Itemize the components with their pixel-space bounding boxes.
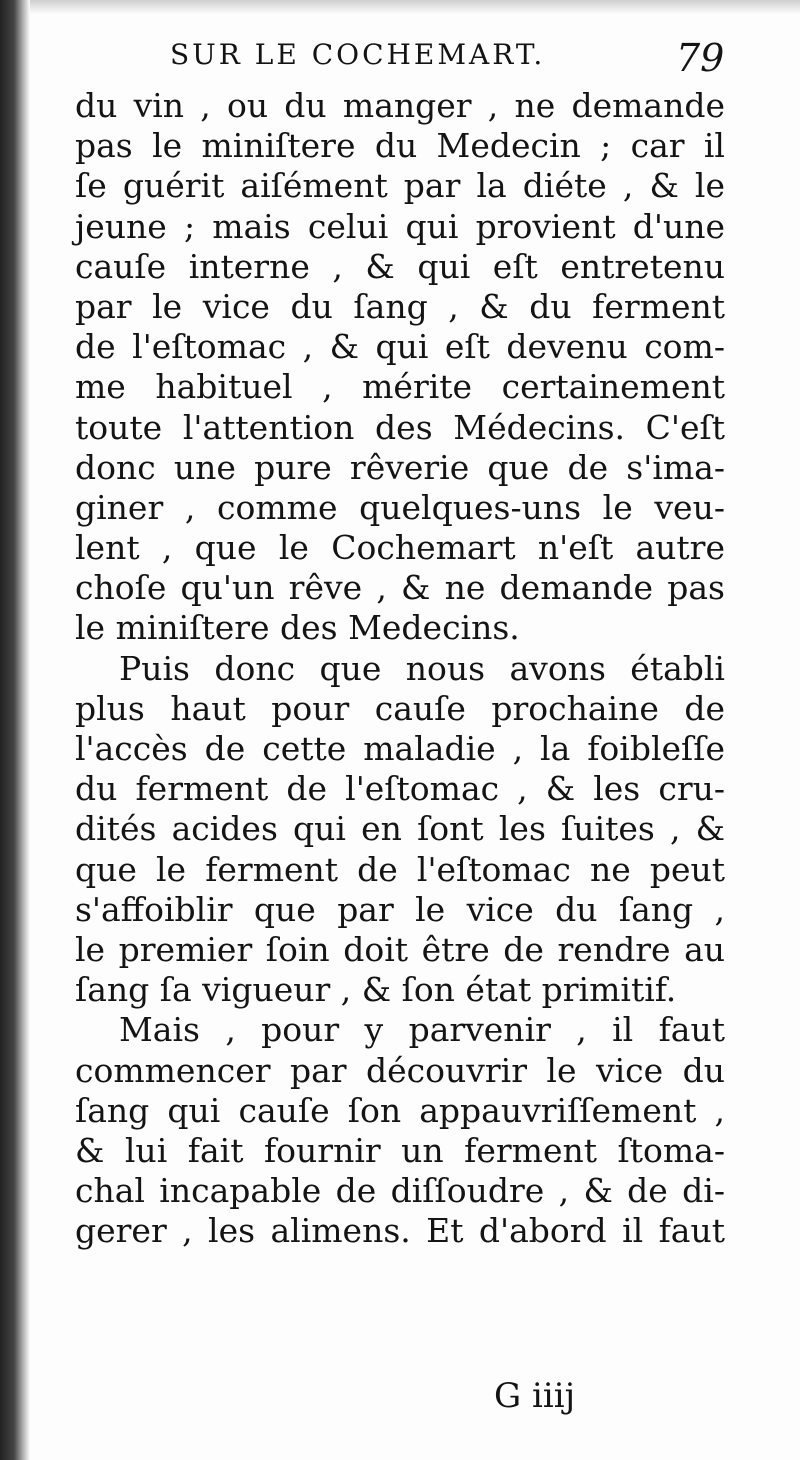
- text-line: me habituel , mérite certainement: [75, 367, 725, 407]
- text-line: cauſe interne , & qui eſt entretenu: [75, 246, 725, 286]
- text-line: s'affoiblir que par le vice du ſang ,: [75, 889, 725, 929]
- text-line: commencer par découvrir le vice du: [75, 1050, 725, 1090]
- running-head: SUR LE COCHEMART.: [170, 38, 546, 71]
- body-text: [75, 86, 725, 1251]
- text-line: de l'eſtomac , & qui eſt devenu com-: [75, 327, 725, 367]
- page-edge-shadow: [30, 0, 800, 14]
- text-line: le premier ſoin doit être de rendre au: [75, 929, 725, 969]
- text-line: & lui fait fournir un ferment ſtoma-: [75, 1130, 725, 1170]
- text-line: par le vice du ſang , & du ferment: [75, 286, 725, 326]
- text-line: gerer , les alimens. Et d'abord il faut: [75, 1211, 725, 1251]
- text-line: ſang qui cauſe ſon appauvriſſement ,: [75, 1090, 725, 1130]
- text-line: jeune ; mais celui qui provient d'une: [75, 206, 725, 246]
- text-line: ſang ſa vigueur , & ſon état primitif.: [75, 970, 677, 1010]
- text-line: lent , que le Cochemart n'eſt autre: [75, 528, 725, 568]
- text-line: du vin , ou du manger , ne demande: [75, 86, 725, 125]
- text-line: du ferment de l'eſtomac , & les cru-: [75, 769, 725, 809]
- page-number: 79: [676, 36, 725, 80]
- text-line: le miniſtere des Medecins.: [75, 608, 520, 648]
- text-line: l'accès de cette maladie , la foibleſſe: [75, 729, 725, 768]
- signature-mark: G iiij: [494, 1376, 576, 1416]
- paragraph-first-line: Puis donc que nous avons établi: [119, 648, 725, 688]
- text-line: toute l'attention des Médecins. C'eſt: [75, 407, 725, 447]
- text-line: choſe qu'un rêve , & ne demande pas: [75, 568, 725, 608]
- text-line: dités acides qui en ſont les ſuites , &: [75, 809, 725, 849]
- text-line: que le ferment de l'eſtomac ne peut: [75, 849, 725, 889]
- binding-shadow: [0, 0, 30, 1460]
- text-line: pas le miniſtere du Medecin ; car il: [75, 126, 725, 166]
- text-line: plus haut pour cauſe prochaine de: [75, 688, 725, 728]
- text-line: giner , comme quelques-uns le veu-: [75, 487, 725, 527]
- text-line: chal incapable de diſſoudre , & de di-: [75, 1171, 725, 1211]
- text-line: ſe guérit aiſément par la diéte , & le: [75, 166, 725, 206]
- text-line: donc une pure rêverie que de s'ima-: [75, 447, 725, 487]
- paragraph-first-line: Mais , pour y parvenir , il faut: [119, 1010, 725, 1050]
